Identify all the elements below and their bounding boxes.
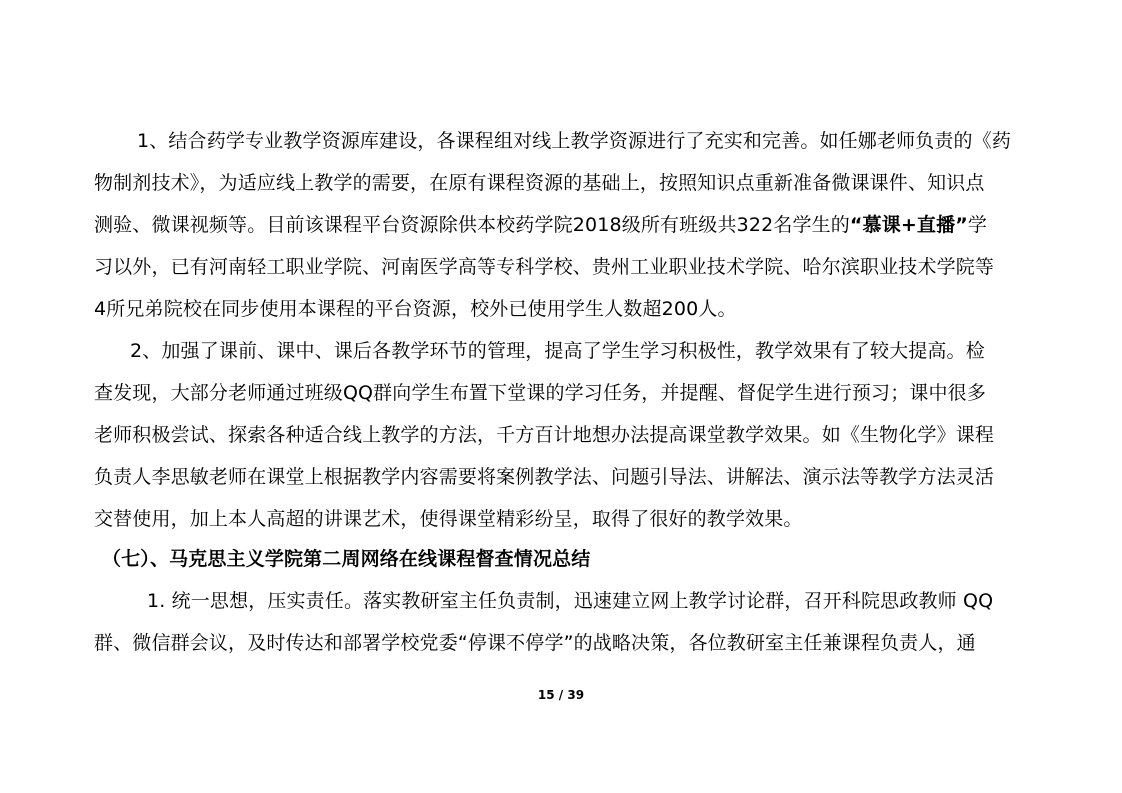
paragraph-2-line-2: 查发现，大部分老师通过班级QQ群向学生布置下堂课的学习任务，并提醒、督促学生进行预习；课中很多 xyxy=(94,382,986,404)
paragraph-2-line-4: 负责人李思敏老师在课堂上根据教学内容需要将案例教学法、问题引导法、讲解法、演示法等教学方法灵活 xyxy=(94,466,995,488)
paragraph-2-line-3: 老师积极尝试、探索各种适合线上教学的方法，千方百计地想办法提高课堂教学效果。如《生物化学》课程 xyxy=(94,424,995,446)
paragraph-3-line-2: 群、微信群会议，及时传达和部署学校党委“停课不停学”的战略决策，各位教研室主任兼课程负责人，通 xyxy=(94,632,976,654)
paragraph-1-line-3-text-before: 测验、微课视频等。目前该课程平台资源除供本校药学院2018级所有班级共322名学生的 xyxy=(94,214,850,236)
paragraph-3-line-1: 1. 统一思想，压实责任。落实教研室主任负责制，迅速建立网上教学讨论群，召开科院思政教师 QQ xyxy=(147,590,994,612)
section-heading: （七）、马克思主义学院第二周网络在线课程督查情况总结 xyxy=(102,548,591,570)
paragraph-1-line-5: 4所兄弟院校在同步使用本课程的平台资源，校外已使用学生人数超200人。 xyxy=(94,298,737,320)
paragraph-1-line-4: 习以外，已有河南轻工职业学院、河南医学高等专科学校、贵州工业职业技术学院、哈尔滨职业技术学院等 xyxy=(94,256,995,278)
paragraph-1-line-3 xyxy=(94,212,987,238)
paragraph-2-line-5: 交替使用，加上本人高超的讲课艺术，使得课堂精彩纷呈，取得了很好的教学效果。 xyxy=(94,508,803,530)
paragraph-1-line-1: 1、结合药学专业教学资源库建设，各课程组对线上教学资源进行了充实和完善。如任娜老师负责的《药 xyxy=(137,130,1011,152)
paragraph-1-line-3-text-after: 学 xyxy=(967,214,988,236)
page-number: 15 / 39 xyxy=(537,688,585,702)
paragraph-2-line-1: 2、加强了课前、课中、课后各教学环节的管理，提高了学生学习积极性，教学效果有了较大提高。检 xyxy=(130,340,985,362)
paragraph-1-emphasis: “慕课+直播” xyxy=(849,214,968,236)
paragraph-1-line-2: 物制剂技术》，为适应线上教学的需要，在原有课程资源的基础上，按照知识点重新准备微课课件、知识点 xyxy=(94,172,985,194)
